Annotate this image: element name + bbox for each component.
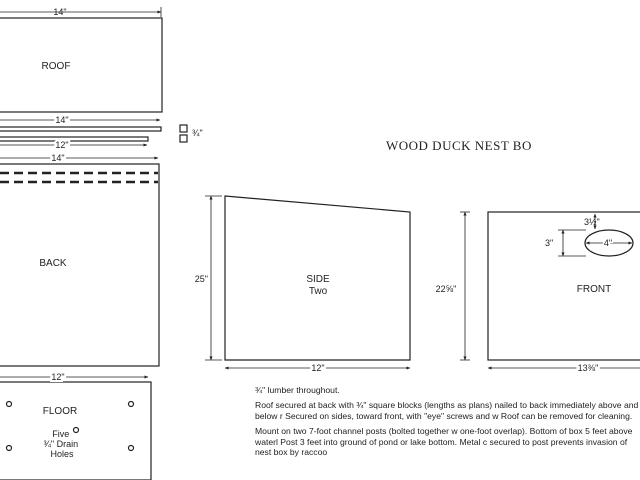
side-label: SIDE bbox=[306, 274, 330, 285]
back-panel bbox=[0, 164, 159, 366]
roof-label: ROOF bbox=[41, 61, 71, 72]
strip-12-label: 12" bbox=[55, 140, 69, 150]
front-panel bbox=[488, 212, 640, 360]
note-mounting: Mount on two 7-foot channel posts (bolted together w one-foot overlap). Bottom of box 5 feet above waterl Post 3 feet into ground of pond or lake bottom. Metal c secured to post prevents invasion of nest box by raccoo bbox=[255, 426, 633, 458]
floor-label: FLOOR bbox=[42, 406, 78, 417]
drain-hole-1 bbox=[7, 402, 12, 407]
hole-width-label: 4" bbox=[603, 238, 613, 248]
front-width-label: 13⅜" bbox=[577, 363, 599, 373]
drain-hole-5 bbox=[129, 446, 134, 451]
back-label: BACK bbox=[39, 258, 67, 269]
drain-hole-3 bbox=[74, 428, 79, 433]
note-roof: Roof secured at back with ¾" square blocks (lengths as plans) nailed to back immediately above and below r Secured on sides, toward front, with "eye" screws and w Roof can be removed for cleaning. bbox=[255, 400, 639, 421]
square-block-1 bbox=[180, 125, 187, 132]
side-width-label: 12" bbox=[311, 363, 325, 373]
front-label: FRONT bbox=[576, 284, 612, 295]
back-height-label: 25" bbox=[194, 274, 208, 284]
roof-width-label: 14" bbox=[53, 7, 67, 17]
strip-14-label: 14" bbox=[55, 115, 69, 125]
floor-panel bbox=[0, 382, 151, 480]
construction-notes bbox=[255, 385, 640, 480]
block-size-label: ¾" bbox=[192, 128, 203, 138]
side-right-height-label: 22⅝" bbox=[435, 284, 457, 294]
hole-height-label: 3" bbox=[545, 238, 554, 248]
floor-width-label: 12" bbox=[51, 372, 65, 382]
hole-top-label: 3½" bbox=[584, 217, 600, 227]
roof-strip-14 bbox=[0, 127, 161, 131]
back-width-label: 14" bbox=[51, 153, 65, 163]
floor-note: Five ¾" Drain Holes bbox=[43, 429, 79, 459]
drain-hole-4 bbox=[7, 446, 12, 451]
roof-strip-12 bbox=[0, 137, 148, 141]
note-lumber: ¾" lumber throughout. bbox=[255, 385, 340, 395]
square-block-2 bbox=[180, 135, 187, 142]
drain-hole-2 bbox=[129, 402, 134, 407]
diagram-title: WOOD DUCK NEST BO bbox=[386, 138, 532, 153]
roof-panel bbox=[0, 18, 162, 112]
side-sublabel: Two bbox=[308, 286, 328, 297]
